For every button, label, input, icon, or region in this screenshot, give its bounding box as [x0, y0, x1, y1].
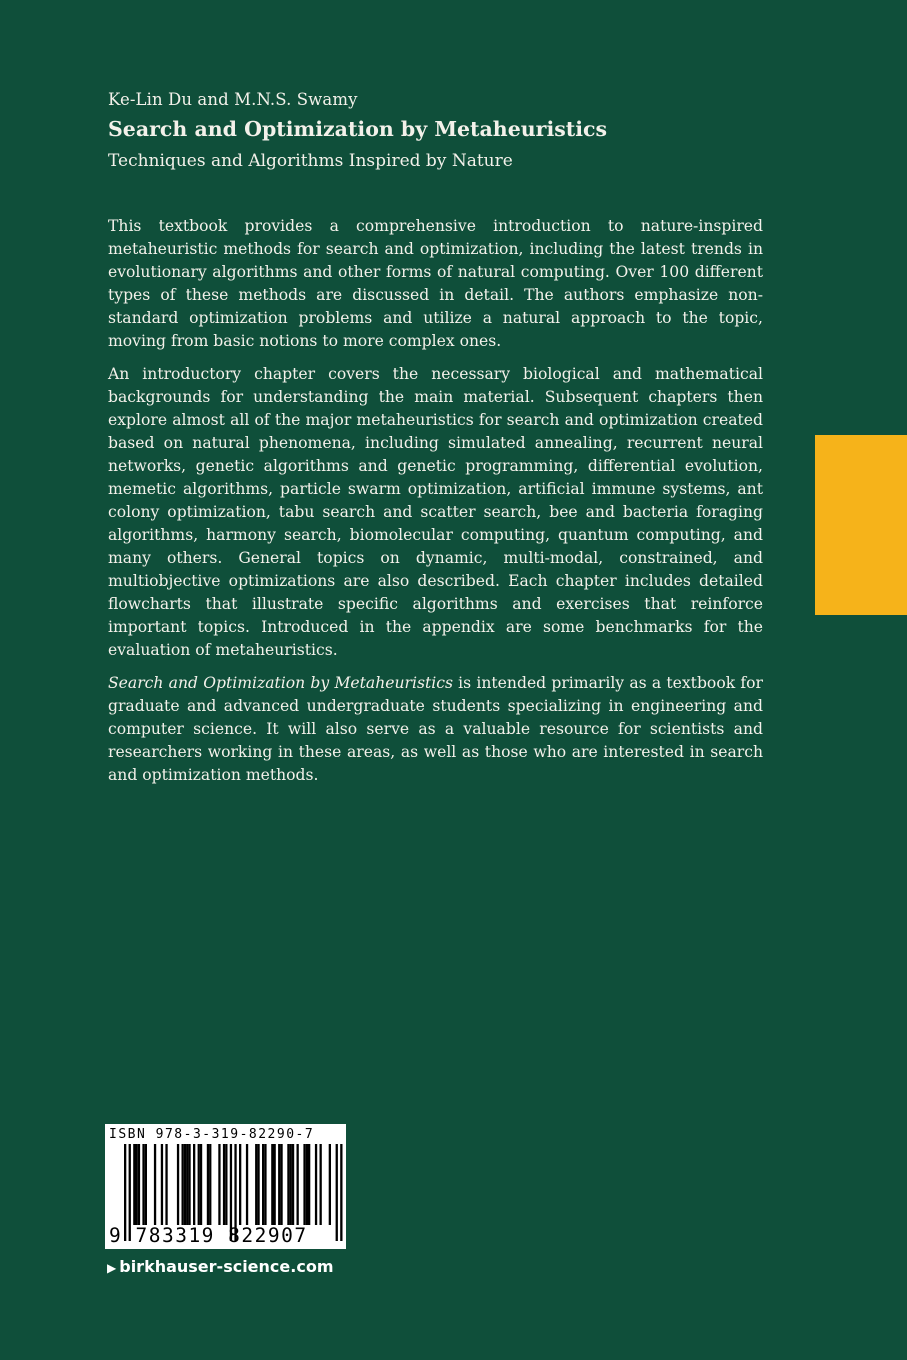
barcode-bar: [264, 1144, 266, 1225]
barcode-bar: [177, 1144, 179, 1225]
barcode-bar: [182, 1144, 184, 1225]
barcode-bar: [262, 1144, 264, 1225]
barcode-bar: [329, 1144, 331, 1225]
ean-digits: 9 783319 822907: [109, 1224, 308, 1247]
book-subtitle: Techniques and Algorithms Inspired by Nature: [108, 151, 513, 171]
barcode-bar: [186, 1144, 188, 1225]
barcode-bar: [274, 1144, 276, 1225]
barcode-bar: [198, 1144, 200, 1225]
book-title-italic: Search and Optimization by Metaheuristics: [108, 674, 453, 692]
blurb-paragraph-1: This textbook provides a comprehensive introduction to nature-inspired metaheuristic methods for search and optimization, including the latest trends in evolutionary algorithms and other forms of natural computing. Over 100 different types of these methods are discussed in detail. The authors emphasize non-standard optimization problems and utilize a natural approach to the topic, moving from basic notions to more complex ones.: [108, 217, 763, 350]
barcode-bar: [239, 1144, 241, 1225]
blurb-paragraph-2: An introductory chapter covers the necessary biological and mathematical backgrounds for understanding the main material. Subsequent chapters then explore almost all of the major metaheuristics for search and optimization created based on natural phenomena, including simulated annealing, recurrent neural networks, genetic algorithms and genetic programming, differential evolution, memetic algorithms, particle swarm optimization, artificial immune systems, ant colony optimization, tabu search and scatter search, bee and bacteria foraging algorithms, harmony search, biomolecular computing, quantum computing, and many others. General topics on dynamic, multi-modal, constrained, and multiobjective optimizations are also described. Each chapter includes detailed flowcharts that illustrate specific algorithms and exercises that reinforce important topics. Introduced in the appendix are some benchmarks for the evaluation of metaheuristics.: [108, 365, 763, 659]
barcode-bar: [320, 1144, 322, 1225]
book-title: Search and Optimization by Metaheuristics: [108, 117, 608, 141]
blurb: [108, 215, 763, 797]
barcode-bar: [145, 1144, 147, 1225]
barcode-bar: [278, 1144, 280, 1225]
barcode-bar: [223, 1144, 225, 1225]
barcode-bar: [209, 1144, 211, 1225]
barcode-bar: [142, 1144, 144, 1225]
barcode-bar: [133, 1144, 135, 1225]
barcode-bar: [193, 1144, 195, 1225]
barcode-bar: [297, 1144, 299, 1225]
barcode-bar: [340, 1144, 342, 1241]
barcode-bar: [225, 1144, 227, 1225]
play-arrow-icon: ▶: [107, 1261, 117, 1275]
barcode-bar: [138, 1144, 140, 1225]
barcode-bar: [292, 1144, 294, 1225]
barcode-bar: [165, 1144, 167, 1225]
publisher-link[interactable]: [107, 1257, 333, 1276]
barcode-bar: [308, 1144, 310, 1225]
barcode-bar: [280, 1144, 282, 1225]
barcode-bar: [188, 1144, 190, 1225]
barcode-bar: [161, 1144, 163, 1225]
blurb-paragraph-3: [108, 672, 763, 787]
blurb-paragraph-3-text: is intended primarily as a textbook for graduate and advanced undergraduate students specializing in engineering and computer science. It will also serve as a valuable resource for scientists and researchers working in these areas, as well as those who are interested in search and optimization methods.: [108, 674, 763, 784]
isbn-barcode: [105, 1124, 346, 1249]
barcode-bar: [306, 1144, 308, 1225]
barcode-bar: [287, 1144, 289, 1225]
barcode-bar: [271, 1144, 273, 1225]
barcode-bar: [154, 1144, 156, 1225]
barcode-bar: [218, 1144, 220, 1225]
barcode-bar: [136, 1144, 138, 1225]
barcode-bar: [246, 1144, 248, 1225]
isbn-label: ISBN 978-3-319-82290-7: [109, 1127, 315, 1142]
barcode-bar: [257, 1144, 259, 1225]
barcode-bar: [303, 1144, 305, 1225]
barcode-bar: [200, 1144, 202, 1225]
barcode-bar: [315, 1144, 317, 1225]
barcode-bar: [207, 1144, 209, 1225]
barcode-bar: [255, 1144, 257, 1225]
barcode-bar: [336, 1144, 338, 1241]
barcode-bar: [290, 1144, 292, 1225]
author-names: Ke-Lin Du and M.N.S. Swamy: [108, 90, 358, 109]
yellow-edge-tab: [815, 435, 907, 615]
publisher-url: birkhauser-science.com: [119, 1257, 334, 1276]
barcode-bar: [184, 1144, 186, 1225]
